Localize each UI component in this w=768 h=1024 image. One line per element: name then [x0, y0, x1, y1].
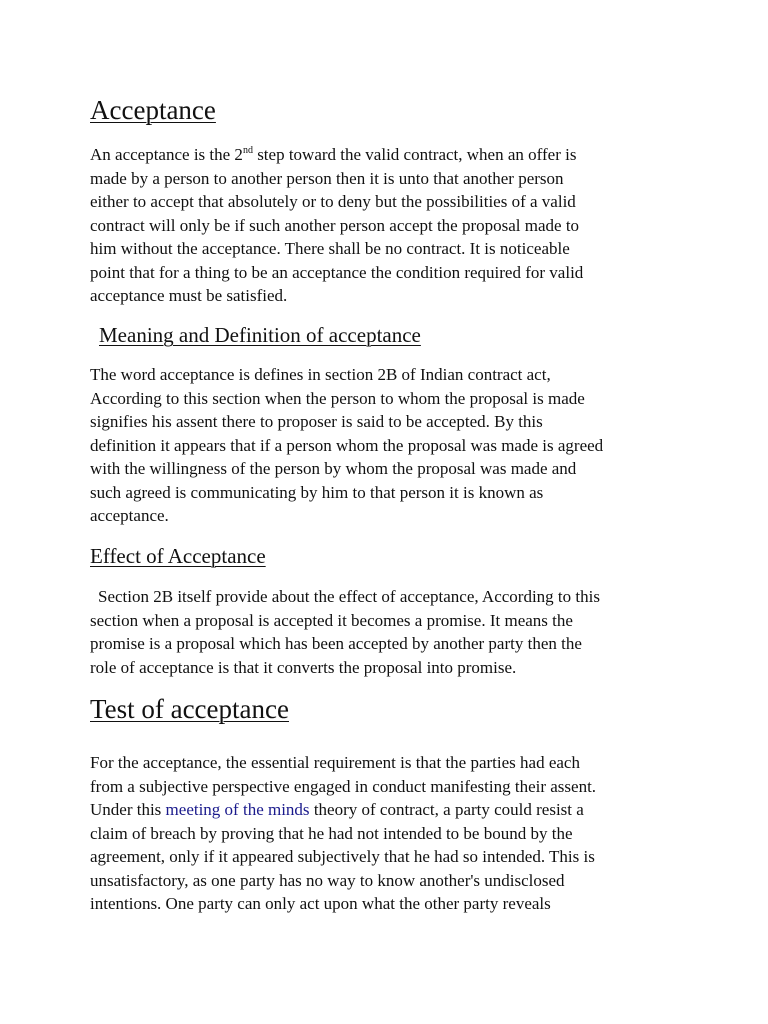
meaning-line-1: The word acceptance is defines in section 2B of Indian contract act, [90, 365, 551, 384]
intro-line-5: him without the acceptance. There shall be no contract. It is noticeable [90, 239, 570, 258]
intro-line-7: acceptance must be satisfied. [90, 286, 288, 305]
superscript-nd: nd [242, 145, 253, 156]
test-line-7: intentions. One party can only act upon what the other party reveals [90, 894, 551, 913]
meaning-line-5: with the willingness of the person by whom the proposal was made and [90, 459, 577, 478]
test-line-1: For the acceptance, the essential requirement is that the parties had each [90, 753, 580, 772]
meaning-line-4: definition it appears that if a person whom the proposal was made is agreed [90, 435, 604, 455]
test-line-5: agreement, only if it appeared subjectively that he had so intended. This is [90, 847, 595, 866]
meaning-line-3: signifies his assent there to proposer is said to be accepted. By this [90, 412, 543, 431]
meeting-of-the-minds-link[interactable]: meeting of the minds [165, 800, 310, 819]
effect-line-3: promise is a proposal which has been accepted by another party then the [90, 634, 582, 653]
test-line-4: claim of breach by proving that he had not intended to be bound by the [90, 823, 573, 843]
test-line-2: from a subjective perspective engaged in conduct manifesting their assent. [90, 776, 597, 796]
effect-line-2: section when a proposal is accepted it becomes a promise. It means the [90, 610, 573, 630]
intro-line-1: An acceptance is the 2nd step toward the valid contract, when an offer is [90, 145, 577, 164]
intro-line-3: either to accept that absolutely or to deny but the possibilities of a valid [90, 192, 576, 211]
effect-line-1: Section 2B itself provide about the effect of acceptance, According to this [98, 587, 600, 606]
meaning-line-7: acceptance. [90, 506, 169, 525]
intro-line-6: point that for a thing to be an acceptance the condition required for valid [90, 262, 584, 282]
heading-meaning-definition: Meaning and Definition of acceptance [99, 323, 421, 347]
paragraph-meaning-definition [90, 363, 690, 528]
effect-line-4: role of acceptance is that it converts the proposal into promise. [90, 657, 517, 677]
test-line-3: Under this meeting of the minds theory of contract, a party could resist a [90, 800, 584, 819]
paragraph-effect-of-acceptance [90, 585, 690, 679]
intro-line-2: made by a person to another person then it is unto that another person [90, 168, 564, 188]
meaning-line-6: such agreed is communicating by him to that person it is known as [90, 482, 544, 502]
heading-effect-of-acceptance: Effect of Acceptance [90, 544, 266, 568]
intro-line-4: contract will only be if such another person accept the proposal made to [90, 215, 580, 235]
test-line-6: unsatisfactory, as one party has no way to know another's undisclosed [90, 870, 565, 890]
paragraph-acceptance-intro [90, 143, 690, 308]
paragraph-test-of-acceptance [90, 751, 690, 916]
heading-acceptance: Acceptance [90, 95, 216, 125]
meaning-line-2: According to this section when the person to whom the proposal is made [90, 388, 585, 408]
heading-test-of-acceptance: Test of acceptance [90, 694, 289, 724]
